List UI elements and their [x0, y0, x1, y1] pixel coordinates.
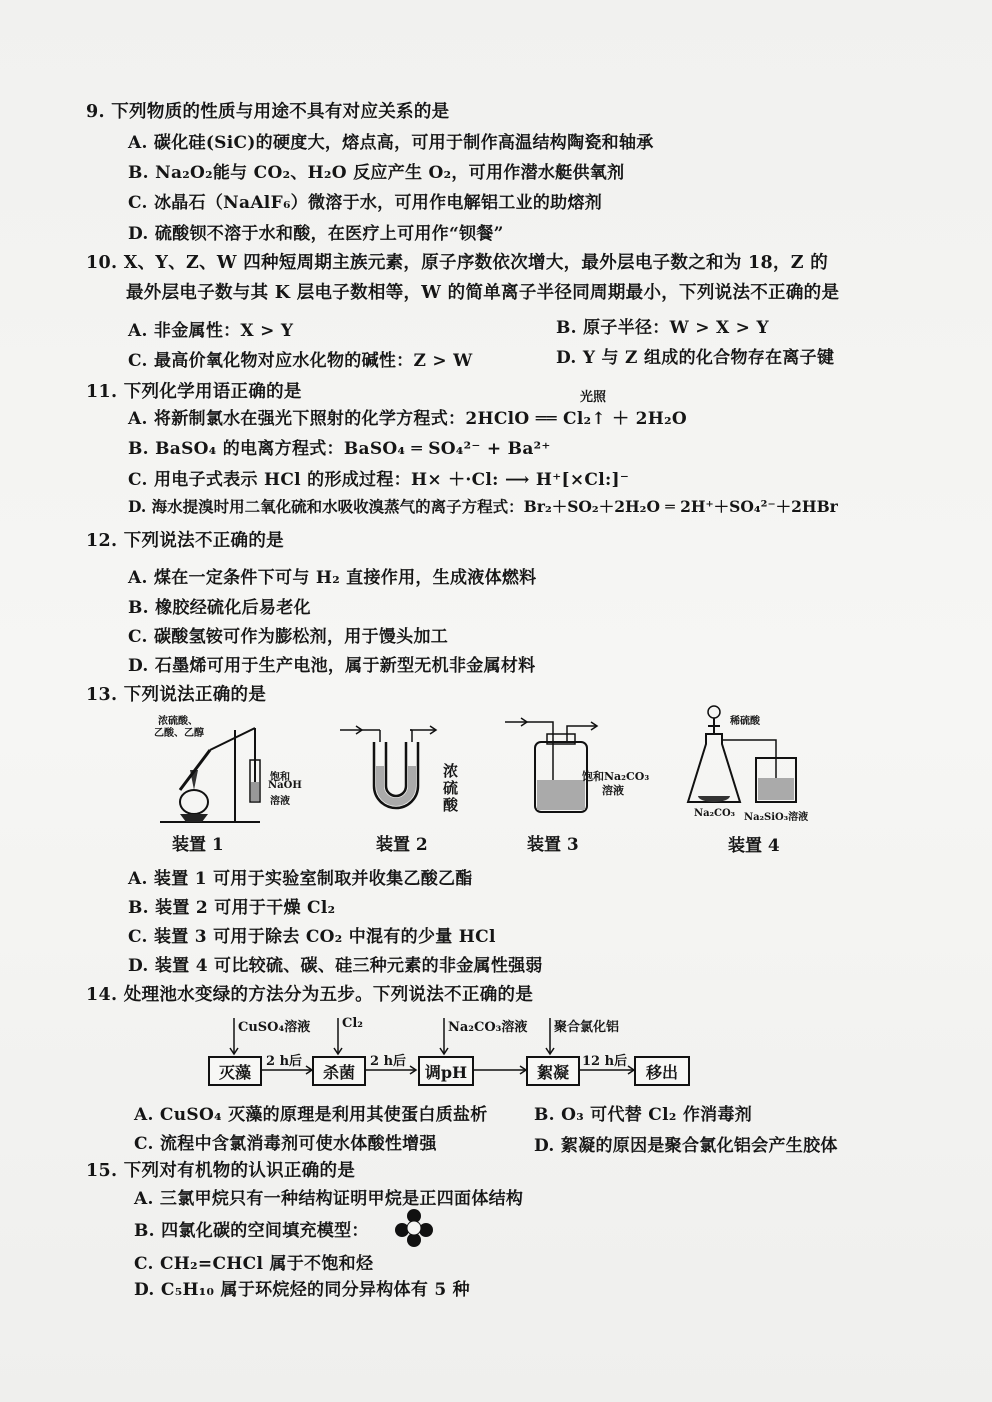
- app1-label-line4: NaOH: [268, 780, 302, 791]
- q12-option-c: C. 碳酸氢铵可作为膨松剂，用于馒头加工: [128, 627, 449, 647]
- q9-option-b: B. Na₂O₂能与 CO₂、H₂O 反应产生 O₂，可用作潜水艇供氧剂: [128, 163, 625, 183]
- q9-stem: 9. 下列物质的性质与用途不具有对应关系的是: [86, 102, 450, 122]
- q11-option-d: D. 海水提溴时用二氧化硫和水吸收溴蒸气的离子方程式：Br₂＋SO₂＋2H₂O ═ 2H⁺＋SO₄²⁻＋2HBr: [128, 497, 838, 516]
- q10-stem-line2: 最外层电子数与其 K 层电子数相等，W 的简单离子半径同周期最小，下列说法不正确的是: [126, 283, 840, 303]
- q14-option-c: C. 流程中含氯消毒剂可使水体酸性增强: [134, 1134, 437, 1154]
- app4-label-line1: 稀硫酸: [730, 716, 760, 727]
- reagent-cuso4: CuSO₄溶液: [238, 1020, 311, 1035]
- q10-option-c: C. 最高价氧化物对应水化物的碱性：Z > W: [128, 351, 473, 371]
- q13-stem: 13. 下列说法正确的是: [86, 685, 267, 705]
- q14-option-d: D. 絮凝的原因是聚合氯化铝会产生胶体: [534, 1136, 838, 1156]
- q11-option-c: C. 用电子式表示 HCl 的形成过程：H× ＋·Cl: ⟶ H⁺[×Cl:]⁻: [128, 470, 630, 490]
- q10-stem-line1: 10. X、Y、Z、W 四种短周期主族元素，原子序数依次增大，最外层电子数之和为 18，Z 的: [86, 253, 829, 273]
- q15-option-a: A. 三氯甲烷只有一种结构证明甲烷是正四面体结构: [134, 1189, 524, 1209]
- ccl4-space-filling-model: [394, 1208, 434, 1248]
- step-flocculation: 絮凝: [526, 1056, 580, 1086]
- q14-option-b: B. O₃ 可代替 Cl₂ 作消毒剂: [534, 1105, 753, 1125]
- q15-option-b: B. 四氯化碳的空间填充模型：: [134, 1221, 369, 1241]
- apparatus-1-caption: 装置 1: [172, 835, 224, 855]
- q11-option-b: B. BaSO₄ 的电离方程式：BaSO₄ ═ SO₄²⁻ + Ba²⁺: [128, 439, 551, 459]
- step-sterilize: 杀菌: [312, 1056, 366, 1086]
- app2-label: 浓硫酸: [441, 763, 459, 814]
- q15-stem: 15. 下列对有机物的认识正确的是: [86, 1161, 356, 1181]
- app1-label-line1: 浓硫酸、: [158, 716, 198, 727]
- q10-option-a: A. 非金属性：X > Y: [128, 321, 294, 341]
- q13-option-b: B. 装置 2 可用于干燥 Cl₂: [128, 898, 336, 918]
- app1-label-line5: 溶液: [270, 796, 290, 807]
- app4-label-line2: Na₂CO₃: [694, 808, 736, 819]
- q14-stem: 14. 处理池水变绿的方法分为五步。下列说法不正确的是: [86, 985, 534, 1005]
- apparatus-2-diagram: [340, 722, 450, 822]
- step-algae-kill: 灭藻: [208, 1056, 262, 1086]
- q12-stem: 12. 下列说法不正确的是: [86, 531, 284, 551]
- step-remove: 移出: [634, 1056, 690, 1086]
- q12-option-d: D. 石墨烯可用于生产电池，属于新型无机非金属材料: [128, 656, 536, 676]
- app1-label-line2: 乙酸、乙醇: [154, 728, 204, 739]
- step-adjust-ph: 调pH: [418, 1056, 474, 1086]
- q14-option-a: A. CuSO₄ 灭藻的原理是利用其使蛋白质盐析: [134, 1105, 488, 1125]
- app1-label-line3: 饱和: [270, 772, 290, 783]
- app4-label-line3: Na₂SiO₃溶液: [744, 812, 809, 823]
- apparatus-3-diagram: [505, 712, 615, 822]
- q11-condition-light: 光照: [580, 390, 607, 405]
- q10-option-d: D. Y 与 Z 组成的化合物存在离子键: [556, 348, 835, 368]
- q13-option-c: C. 装置 3 可用于除去 CO₂ 中混有的少量 HCl: [128, 927, 496, 947]
- q15-option-c: C. CH₂=CHCl 属于不饱和烃: [134, 1254, 374, 1274]
- apparatus-4-caption: 装置 4: [728, 836, 780, 856]
- q13-option-a: A. 装置 1 可用于实验室制取并收集乙酸乙酯: [128, 869, 473, 889]
- reagent-na2co3: Na₂CO₃溶液: [448, 1020, 528, 1035]
- q12-option-b: B. 橡胶经硫化后易老化: [128, 598, 311, 618]
- q12-option-a: A. 煤在一定条件下可与 H₂ 直接作用，生成液体燃料: [128, 568, 537, 588]
- app3-label-line1: 饱和Na₂CO₃: [582, 770, 650, 783]
- reagent-cl2: Cl₂: [342, 1016, 363, 1031]
- q11-option-a: A. 将新制氯水在强光下照射的化学方程式：2HClO ══ Cl₂↑ ＋ 2H₂O: [128, 409, 687, 429]
- q10-option-b: B. 原子半径：W > X > Y: [556, 318, 769, 338]
- apparatus-3-caption: 装置 3: [527, 835, 579, 855]
- apparatus-2-caption: 装置 2: [376, 835, 428, 855]
- time-label-3: 12 h后: [582, 1054, 628, 1069]
- q13-option-d: D. 装置 4 可比较硫、碳、硅三种元素的非金属性强弱: [128, 956, 543, 976]
- time-label-2: 2 h后: [370, 1054, 407, 1069]
- app3-label-line2: 溶液: [602, 784, 624, 797]
- q11-stem: 11. 下列化学用语正确的是: [86, 382, 302, 402]
- time-label-1: 2 h后: [266, 1054, 303, 1069]
- q9-option-a: A. 碳化硅(SiC)的硬度大，熔点高，可用于制作高温结构陶瓷和轴承: [128, 133, 654, 153]
- q15-option-d: D. C₅H₁₀ 属于环烷烃的同分异构体有 5 种: [134, 1280, 470, 1300]
- reagent-pac: 聚合氯化铝: [554, 1020, 620, 1035]
- q9-option-d: D. 硫酸钡不溶于水和酸，在医疗上可用作“钡餐”: [128, 224, 504, 244]
- q9-option-c: C. 冰晶石（NaAlF₆）微溶于水，可用作电解铝工业的助熔剂: [128, 193, 603, 213]
